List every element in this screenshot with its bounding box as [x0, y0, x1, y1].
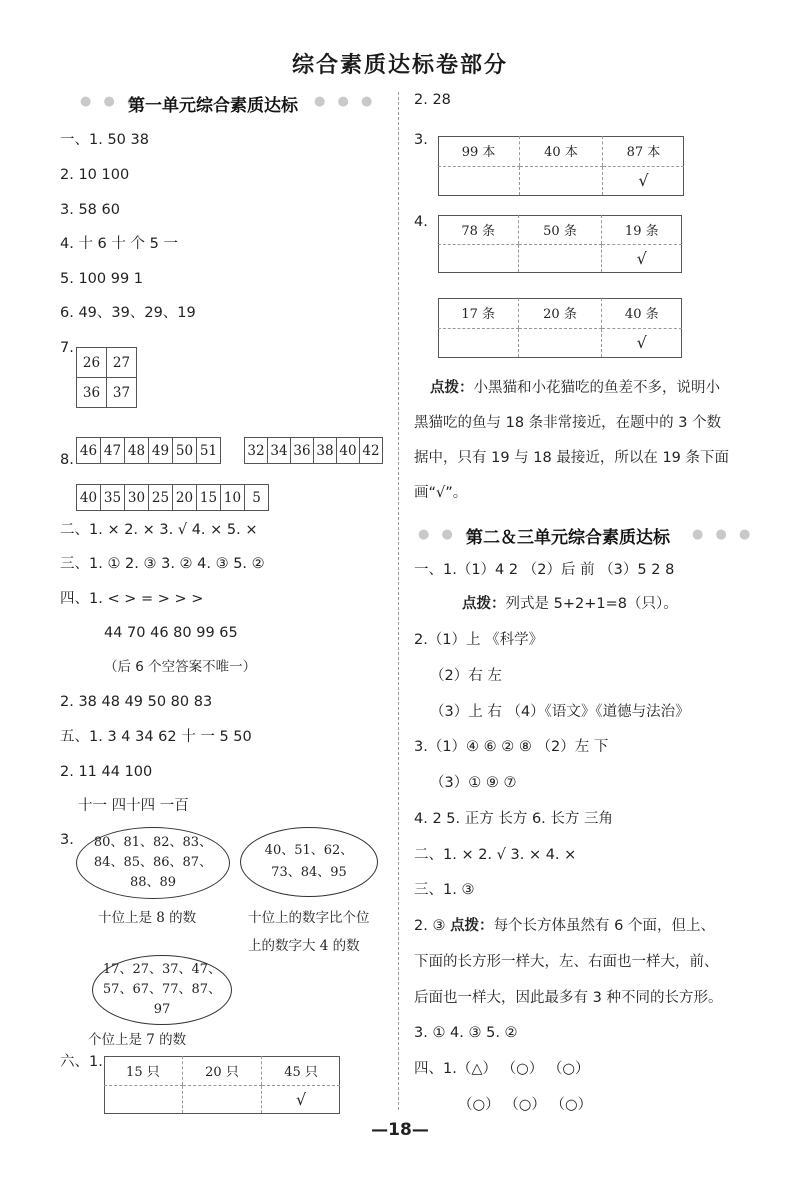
hint-line — [414, 916, 715, 936]
answer-line: 四、1. < > = > > > — [60, 591, 204, 607]
answer-line: 2. 10 100 — [60, 167, 130, 183]
answer-line: （○） （○） （○） — [458, 1097, 593, 1113]
hint-text: 下面的长方形一样大，左、右面也一样大，前、 — [414, 954, 719, 970]
table-cell: 87 本 — [602, 136, 684, 166]
answer-line: 44 70 46 80 99 65 — [104, 625, 238, 641]
table-cell: 50 条 — [519, 215, 601, 244]
sequence-cell: 5 — [245, 485, 269, 511]
sequence-cell: 51 — [197, 438, 221, 464]
dots-decoration-left: ● ● ● — [80, 94, 143, 109]
hint-text: 每个长方体虽然有 6 个面，但上、 — [493, 918, 716, 934]
grid-cell: 27 — [107, 348, 137, 378]
answer-table-q3 — [438, 136, 684, 195]
answer-line: 五、1. 3 4 34 62 十 一 5 50 — [60, 729, 252, 745]
sequence-cell: 47 — [101, 438, 125, 464]
table-cell — [438, 328, 519, 357]
sequence-cell: 10 — [221, 485, 245, 511]
ellipse-text: 97 — [153, 1002, 171, 1017]
section-title-unit1: 第一单元综合素质达标 — [128, 96, 298, 116]
dots-decoration-right: ● ● ● — [314, 94, 377, 109]
sequence-c — [76, 484, 269, 511]
answer-line: 2. 11 44 100 — [60, 764, 153, 780]
answer-line: 4. 十 6 十 个 5 一 — [60, 236, 178, 252]
answer-table-q4a — [438, 215, 682, 272]
sequence-cell: 36 — [291, 438, 314, 464]
answer-line: 4. 2 5. 正方 长方 6. 长方 三角 — [414, 811, 613, 827]
table-cell — [519, 244, 601, 272]
answer-table-q4b — [438, 298, 682, 357]
ellipse-text: 57、67、77、87、 — [102, 982, 222, 997]
table-cell — [520, 166, 603, 195]
answer-line: 2. 38 48 49 50 80 83 — [60, 694, 213, 710]
ellipse-set-3 — [92, 955, 232, 1025]
sequence-cell: 42 — [360, 438, 383, 464]
table-cell: 20 条 — [519, 298, 601, 328]
check-mark: √ — [601, 328, 682, 357]
question-label: 4. — [414, 214, 428, 230]
hint-label: 点拨： — [450, 918, 494, 934]
table-cell: 17 条 — [438, 298, 519, 328]
answer-line: 一、1. 50 38 — [60, 132, 149, 148]
table-cell — [182, 1085, 261, 1113]
sequence-cell: 40 — [337, 438, 360, 464]
hint-text: 据中，只有 19 与 18 最接近，所以在 19 条下面 — [414, 450, 730, 466]
answer-line: 十一 四十四 一百 — [78, 798, 189, 814]
answer-line: 2. 28 — [414, 92, 451, 108]
answer-line: 3. ① 4. ③ 5. ② — [414, 1025, 518, 1041]
sequence-cell: 50 — [173, 438, 197, 464]
table-cell: 15 只 — [104, 1056, 182, 1085]
answer-line: （3）上 右 （4）《语文》《道德与法治》 — [430, 704, 690, 720]
answer-line: 3.（1）④ ⑥ ② ⑧ （2）左 下 — [414, 739, 609, 755]
table-cell — [438, 244, 519, 272]
ellipse-caption: 十位上的数字比个位 — [248, 910, 370, 926]
answer-line: （3）① ⑨ ⑦ — [430, 775, 517, 791]
question-label: 六、1. — [60, 1054, 103, 1070]
question-label: 3. — [60, 832, 74, 848]
page-title: 综合素质达标卷部分 — [291, 53, 508, 78]
answer-line: 一、1.（1）4 2 （2）后 前 （3）5 2 8 — [414, 562, 675, 578]
number-grid-q7 — [76, 347, 137, 408]
answer-line: 2.（1）上 《科学》 — [414, 632, 544, 648]
ellipse-set-2 — [240, 827, 378, 897]
dots-decoration-right: ● ● ● — [692, 527, 755, 542]
table-cell: 99 本 — [438, 136, 520, 166]
sequence-cell: 30 — [125, 485, 149, 511]
sequence-b — [244, 437, 383, 464]
answer-line: 四、1.（△） （○） （○） — [414, 1061, 590, 1077]
sequence-cell: 40 — [77, 485, 101, 511]
answer-number: 2. ③ — [414, 918, 451, 934]
table-cell: 19 条 — [601, 215, 682, 244]
hint-line — [462, 594, 678, 614]
sequence-cell: 20 — [173, 485, 197, 511]
ellipse-text: 84、85、86、87、 — [93, 855, 213, 870]
question-label: 8. — [60, 452, 74, 468]
table-cell: 20 只 — [182, 1056, 261, 1085]
sequence-cell: 15 — [197, 485, 221, 511]
sequence-cell: 34 — [268, 438, 291, 464]
hint-line — [430, 378, 720, 398]
column-divider — [398, 92, 399, 1110]
sequence-cell: 35 — [101, 485, 125, 511]
hint-text: 后面也一样大，因此最多有 3 种不同的长方形。 — [414, 990, 723, 1006]
sequence-cell: 25 — [149, 485, 173, 511]
table-cell — [519, 328, 601, 357]
answer-line: 二、1. × 2. √ 3. × 4. × — [414, 847, 577, 863]
ellipse-text: 73、84、95 — [271, 865, 347, 880]
sequence-a — [76, 437, 221, 464]
hint-label: 点拨： — [430, 380, 474, 396]
hint-text: 黑猫吃的鱼与 18 条非常接近，在题中的 3 个数 — [414, 415, 722, 431]
table-cell — [438, 166, 520, 195]
hint-label: 点拨： — [462, 596, 506, 612]
check-mark: √ — [601, 244, 682, 272]
sequence-cell: 49 — [149, 438, 173, 464]
answer-line: 5. 100 99 1 — [60, 271, 144, 287]
grid-cell: 26 — [77, 348, 107, 378]
question-label: 7. — [60, 340, 74, 356]
table-cell: 40 条 — [601, 298, 682, 328]
answer-table-six — [104, 1056, 340, 1113]
ellipse-text: 80、81、82、83、 — [93, 835, 213, 850]
answer-line: 三、1. ③ — [414, 882, 475, 898]
check-mark: √ — [602, 166, 684, 195]
table-cell: 40 本 — [520, 136, 603, 166]
sequence-cell: 38 — [314, 438, 337, 464]
check-mark: √ — [262, 1085, 340, 1113]
table-cell — [104, 1085, 182, 1113]
hint-text: 画“√”。 — [414, 485, 468, 501]
ellipse-caption: 十位上是 8 的数 — [98, 910, 197, 926]
table-cell: 78 条 — [438, 215, 519, 244]
sequence-cell: 46 — [77, 438, 101, 464]
ellipse-set-1 — [76, 827, 230, 899]
grid-cell: 37 — [107, 378, 137, 408]
question-label: 3. — [414, 132, 428, 148]
grid-cell: 36 — [77, 378, 107, 408]
answer-line: 二、1. × 2. × 3. √ 4. × 5. × — [60, 522, 258, 538]
answer-note: （后 6 个空答案不唯一） — [104, 659, 257, 675]
ellipse-caption: 上的数字大 4 的数 — [248, 938, 360, 954]
page-number: —18— — [371, 1120, 429, 1140]
sequence-cell: 48 — [125, 438, 149, 464]
answer-line: 3. 58 60 — [60, 202, 120, 218]
hint-text: 列式是 5+2+1=8（只）。 — [505, 596, 678, 612]
table-cell: 45 只 — [262, 1056, 340, 1085]
answer-line: 三、1. ① 2. ③ 3. ② 4. ③ 5. ② — [60, 556, 265, 572]
ellipse-text: 17、27、37、47、 — [102, 962, 222, 977]
answer-line: （2）右 左 — [430, 668, 502, 684]
ellipse-text: 88、89 — [129, 875, 177, 890]
answer-line: 6. 49、39、29、19 — [60, 305, 196, 321]
ellipse-text: 40、51、62、 — [264, 843, 354, 858]
section-title-unit23: 第二＆三单元综合素质达标 — [466, 528, 670, 548]
dots-decoration-left: ● ● ● — [418, 527, 481, 542]
hint-text: 小黑猫和小花猫吃的鱼差不多，说明小 — [473, 380, 720, 396]
ellipse-caption: 个位上是 7 的数 — [88, 1032, 187, 1048]
sequence-cell: 32 — [245, 438, 268, 464]
